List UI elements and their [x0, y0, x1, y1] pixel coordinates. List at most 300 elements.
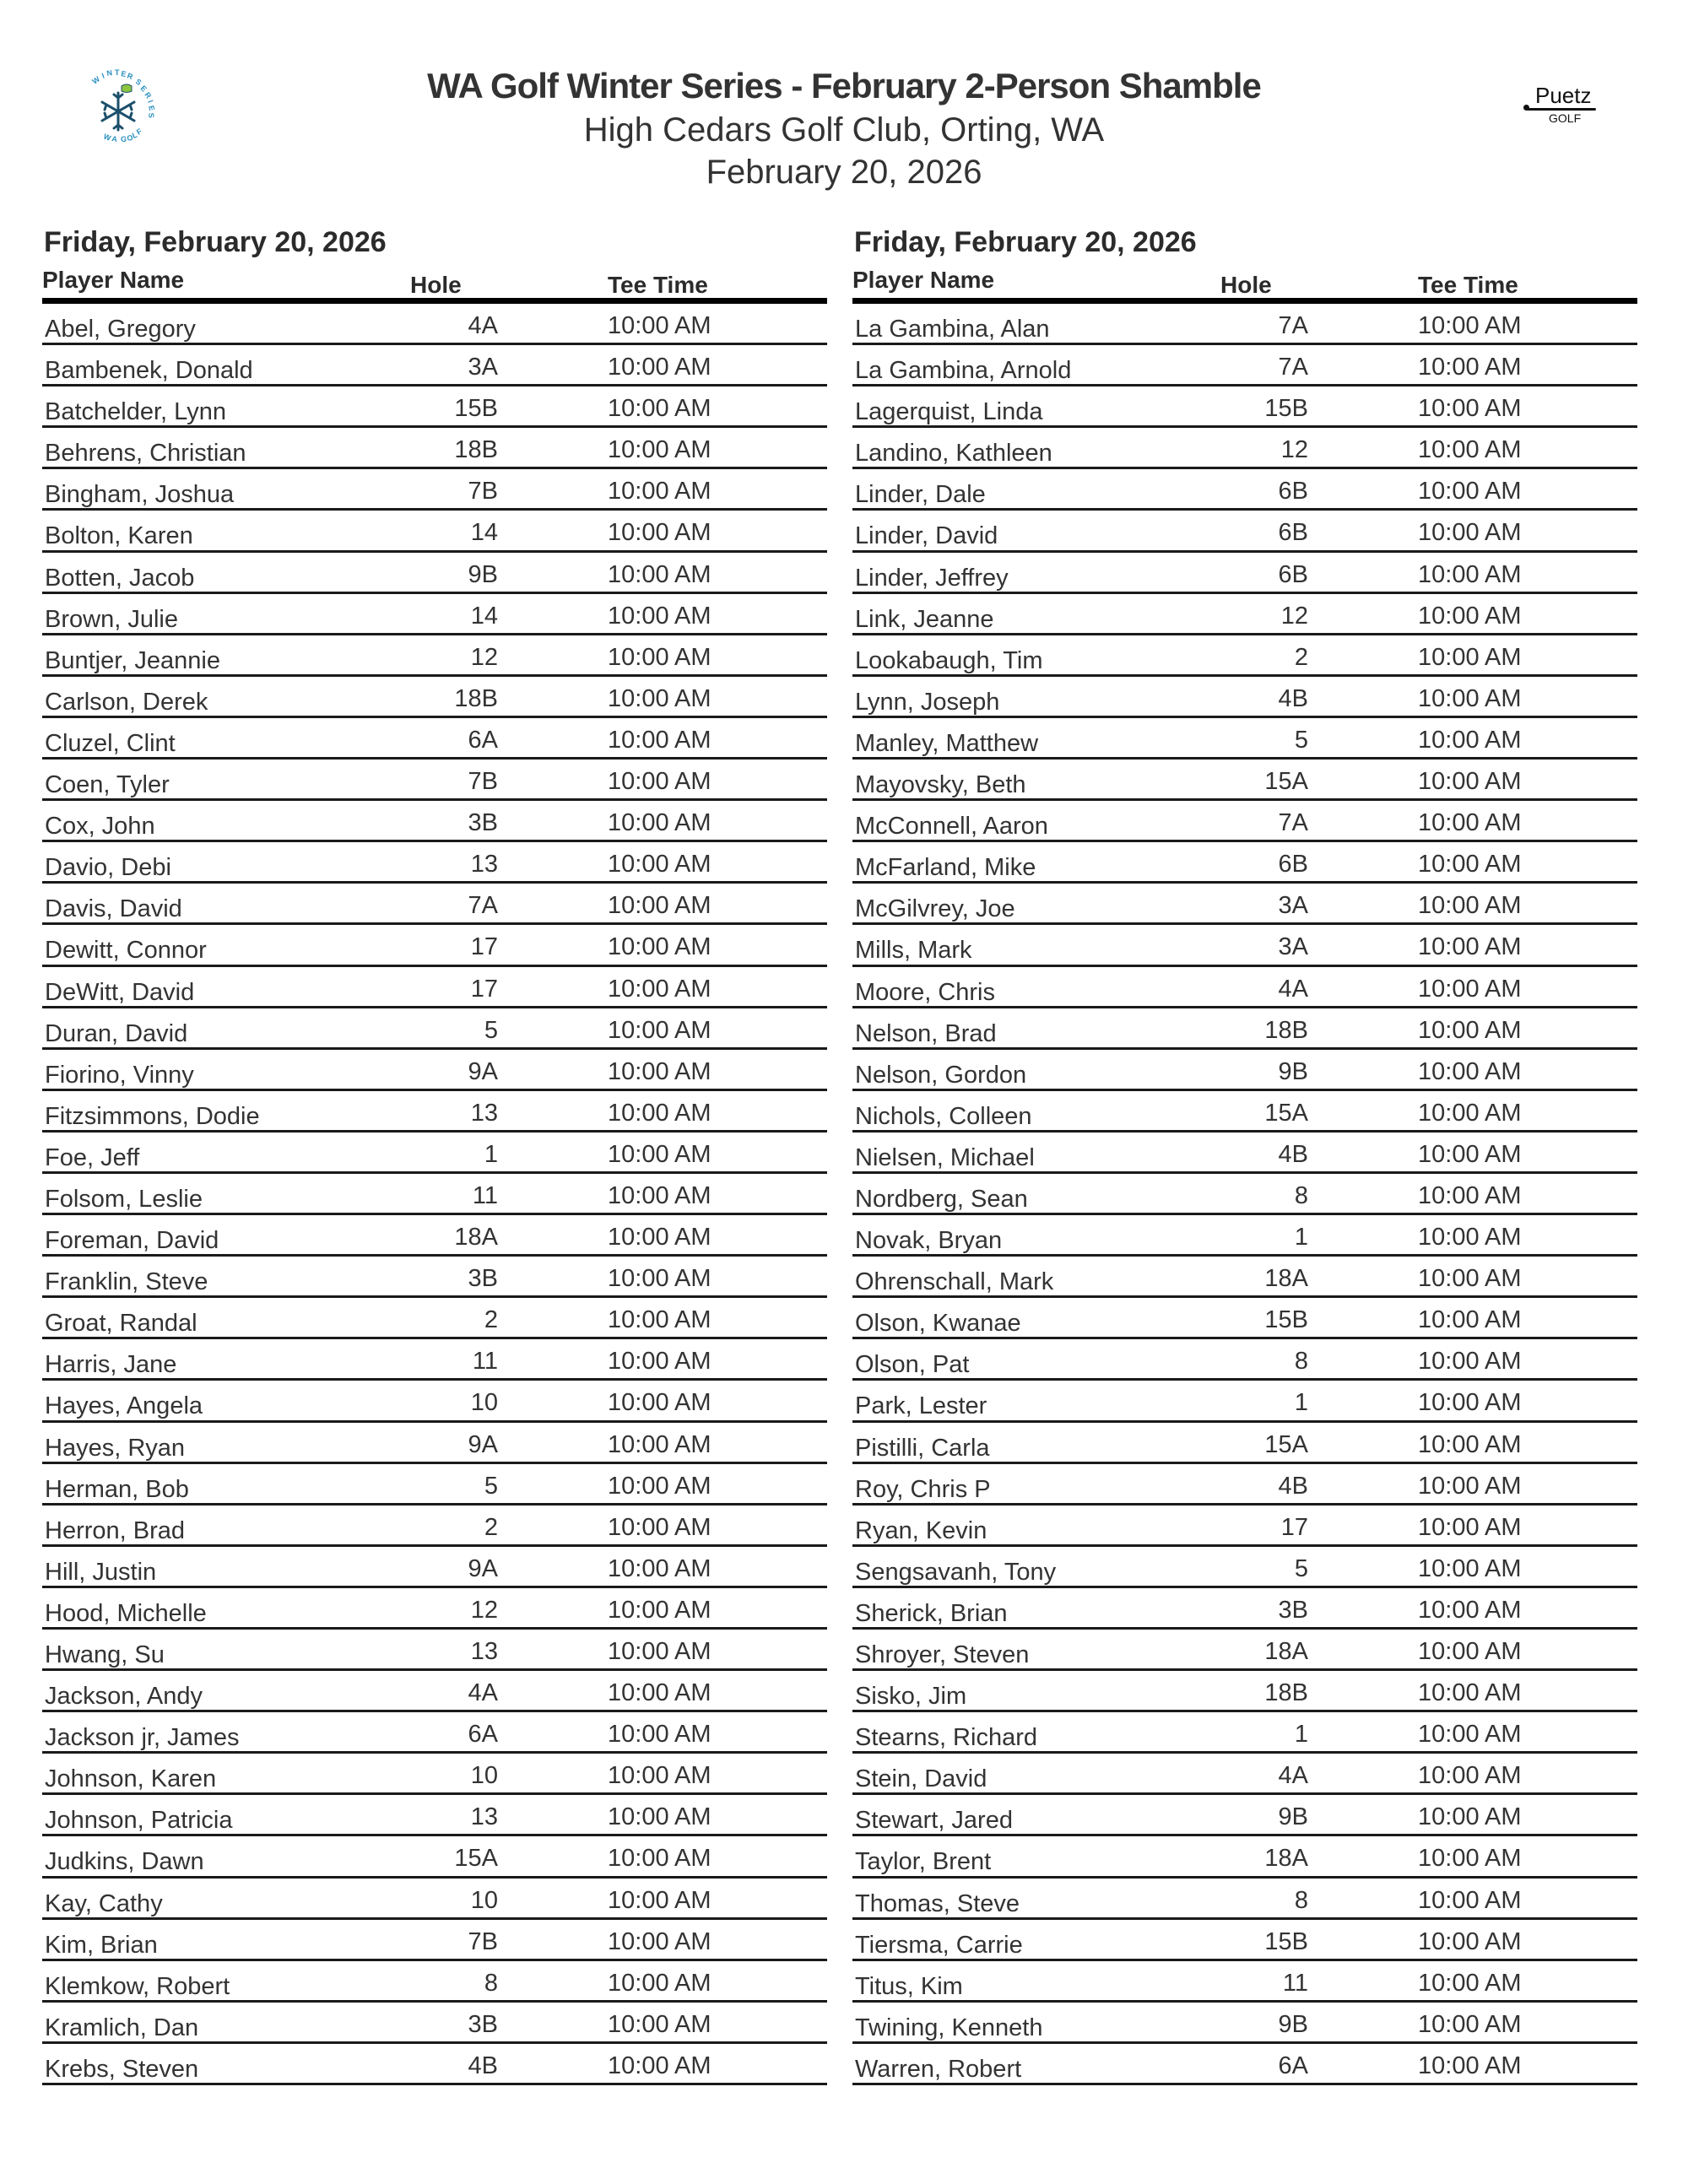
player-name: Mayovsky, Beth	[855, 771, 1026, 799]
hole-assignment: 7B	[468, 1927, 498, 1955]
day-header: Friday, February 20, 2026	[854, 226, 1197, 258]
hole-assignment: 4B	[1278, 1472, 1308, 1500]
player-name: Batchelder, Lynn	[45, 398, 226, 426]
hole-assignment: 9A	[468, 1057, 498, 1085]
header-divider	[852, 298, 1637, 304]
table-row	[852, 387, 1637, 428]
player-name: Linder, Jeffrey	[855, 564, 1009, 592]
hole-assignment: 10	[470, 1762, 498, 1790]
table-row	[852, 1215, 1637, 1257]
table-row	[42, 801, 827, 842]
tee-time: 10:00 AM	[608, 312, 711, 339]
hole-assignment: 3A	[1278, 892, 1308, 920]
table-row	[852, 760, 1637, 801]
tee-time: 10:00 AM	[608, 1927, 711, 1955]
player-name: Sisko, Jim	[855, 1683, 967, 1711]
hole-assignment: 12	[470, 1596, 498, 1624]
tee-time: 10:00 AM	[608, 1389, 711, 1417]
table-row	[42, 1920, 827, 1961]
table-row	[852, 1836, 1637, 1878]
player-name: Hood, Michelle	[45, 1599, 207, 1627]
player-name: Behrens, Christian	[45, 440, 246, 468]
page-title: WA Golf Winter Series - February 2-Person Shamble	[427, 66, 1261, 105]
tee-time: 10:00 AM	[1418, 726, 1522, 754]
table-row	[42, 1754, 827, 1795]
tee-time: 10:00 AM	[608, 1762, 711, 1790]
event-date: February 20, 2026	[706, 154, 982, 191]
tee-time: 10:00 AM	[1418, 975, 1522, 1003]
hole-assignment: 15B	[1264, 1306, 1308, 1334]
player-name: Johnson, Patricia	[45, 1807, 233, 1835]
table-row	[852, 1588, 1637, 1630]
player-name: Nichols, Colleen	[855, 1102, 1032, 1130]
player-name: Hayes, Ryan	[45, 1434, 186, 1462]
logo-underline	[1527, 108, 1596, 111]
tee-time: 10:00 AM	[608, 478, 711, 505]
player-name: Herman, Bob	[45, 1475, 189, 1503]
tee-time: 10:00 AM	[1418, 1099, 1522, 1127]
venue-subtitle: High Cedars Golf Club, Orting, WA	[583, 111, 1105, 149]
hole-assignment: 15B	[1264, 1927, 1308, 1955]
player-name: Kay, Cathy	[45, 1889, 163, 1917]
player-name: Shroyer, Steven	[855, 1641, 1030, 1668]
hole-assignment: 6B	[1278, 560, 1308, 588]
tee-time: 10:00 AM	[1418, 1969, 1522, 1997]
table-row	[852, 1257, 1637, 1298]
hole-assignment: 13	[470, 851, 498, 878]
tee-time: 10:00 AM	[608, 436, 711, 464]
tee-time: 10:00 AM	[1418, 1306, 1522, 1334]
tee-time: 10:00 AM	[608, 1803, 711, 1831]
table-row	[42, 594, 827, 635]
table-row	[42, 1423, 827, 1464]
hole-assignment: 4A	[1278, 1762, 1308, 1790]
player-name: McConnell, Aaron	[855, 813, 1048, 841]
table-row	[42, 1257, 827, 1298]
hole-assignment: 1	[1294, 1389, 1308, 1417]
hole-assignment: 10	[470, 1886, 498, 1914]
player-name: Tiersma, Carrie	[855, 1931, 1023, 1959]
tee-time: 10:00 AM	[1418, 478, 1522, 505]
tee-time: 10:00 AM	[1418, 436, 1522, 464]
player-name: Link, Jeanne	[855, 605, 994, 633]
player-name: Lynn, Joseph	[855, 688, 1000, 716]
tee-time: 10:00 AM	[608, 1679, 711, 1707]
column-headers	[42, 263, 827, 297]
tee-time: 10:00 AM	[608, 2052, 711, 2079]
hole-assignment: 18B	[454, 684, 498, 712]
hole-assignment: 7A	[1278, 312, 1308, 339]
tee-time: 10:00 AM	[1418, 1679, 1522, 1707]
tee-time: 10:00 AM	[1418, 354, 1522, 381]
hole-assignment: 6A	[468, 1721, 498, 1749]
player-name: Manley, Matthew	[855, 729, 1039, 757]
svg-text:A: A	[111, 134, 118, 144]
player-name: Moore, Chris	[855, 978, 995, 1006]
player-name: Brown, Julie	[45, 605, 178, 633]
hole-assignment: 14	[470, 519, 498, 547]
tee-time: 10:00 AM	[1418, 560, 1522, 588]
hole-assignment: 4A	[1278, 975, 1308, 1003]
player-name: Bolton, Karen	[45, 522, 193, 550]
hole-assignment: 10	[470, 1389, 498, 1417]
tee-time: 10:00 AM	[1418, 312, 1522, 339]
table-row	[852, 1298, 1637, 1339]
tee-time: 10:00 AM	[1418, 2052, 1522, 2079]
player-name: Franklin, Steve	[45, 1268, 208, 1296]
tee-time: 10:00 AM	[1418, 1140, 1522, 1168]
player-name: Titus, Kim	[855, 1972, 963, 2000]
table-row	[852, 1464, 1637, 1506]
tee-time: 10:00 AM	[1418, 1886, 1522, 1914]
tee-time: 10:00 AM	[1418, 1348, 1522, 1376]
tee-time: 10:00 AM	[608, 643, 711, 671]
table-row	[42, 842, 827, 884]
tee-time: 10:00 AM	[608, 1181, 711, 1209]
tee-time: 10:00 AM	[608, 1969, 711, 1997]
svg-text:R: R	[143, 90, 154, 100]
table-row	[42, 1464, 827, 1506]
player-name: Park, Lester	[855, 1392, 987, 1420]
hole-assignment: 6A	[468, 726, 498, 754]
player-name: Botten, Jacob	[45, 564, 195, 592]
player-name: Davio, Debi	[45, 854, 171, 882]
hole-assignment: 9A	[468, 1554, 498, 1582]
hole-assignment: 17	[470, 933, 498, 961]
table-row	[42, 1091, 827, 1133]
table-row	[42, 677, 827, 718]
hole-assignment: 15B	[1264, 395, 1308, 423]
table-row	[852, 553, 1637, 594]
table-row	[852, 1712, 1637, 1754]
player-name: Bingham, Joshua	[45, 481, 235, 509]
player-name: Twining, Kenneth	[855, 2014, 1043, 2041]
tee-time: 10:00 AM	[608, 768, 711, 796]
tee-time: 10:00 AM	[1418, 1554, 1522, 1582]
tee-time: 10:00 AM	[1418, 1265, 1522, 1293]
svg-text:S: S	[147, 112, 156, 119]
table-row	[42, 635, 827, 677]
hole-assignment: 9B	[1278, 2010, 1308, 2038]
table-row	[852, 1050, 1637, 1091]
hole-assignment: 15A	[1264, 768, 1308, 796]
tee-time: 10:00 AM	[608, 519, 711, 547]
player-name: Lagerquist, Linda	[855, 398, 1043, 426]
tee-time: 10:00 AM	[1418, 395, 1522, 423]
table-row	[42, 469, 827, 511]
player-name: Stewart, Jared	[855, 1807, 1013, 1835]
tee-time: 10:00 AM	[1418, 1803, 1522, 1831]
tee-time: 10:00 AM	[608, 1596, 711, 1624]
tee-time: 10:00 AM	[608, 975, 711, 1003]
hole-assignment: 4B	[1278, 684, 1308, 712]
player-name: Ohrenschall, Mark	[855, 1268, 1054, 1296]
hole-assignment: 1	[1294, 1721, 1308, 1749]
svg-text:E: E	[120, 69, 127, 79]
tee-time: 10:00 AM	[608, 395, 711, 423]
player-name: Groat, Randal	[45, 1310, 197, 1338]
tee-time: 10:00 AM	[608, 1845, 711, 1873]
table-row	[852, 801, 1637, 842]
tee-time: 10:00 AM	[1418, 1389, 1522, 1417]
hole-assignment: 12	[1280, 602, 1308, 630]
hole-assignment: 3B	[468, 809, 498, 837]
hole-assignment: 4B	[468, 2052, 498, 2079]
table-row	[852, 677, 1637, 718]
hole-assignment: 4B	[1278, 1140, 1308, 1168]
table-row	[852, 1381, 1637, 1422]
player-name: Hwang, Su	[45, 1641, 165, 1668]
tee-time: 10:00 AM	[1418, 1181, 1522, 1209]
table-row	[42, 1133, 827, 1174]
table-row	[42, 345, 827, 387]
player-name: Fitzsimmons, Dodie	[45, 1102, 260, 1130]
hole-assignment: 1	[1294, 1224, 1308, 1251]
hole-assignment: 3A	[468, 354, 498, 381]
tee-time: 10:00 AM	[608, 560, 711, 588]
table-row	[42, 1795, 827, 1836]
table-row	[852, 1547, 1637, 1588]
hole-assignment: 18A	[1264, 1845, 1308, 1873]
hole-assignment: 7B	[468, 768, 498, 796]
tee-time: 10:00 AM	[608, 1265, 711, 1293]
player-name: Cluzel, Clint	[45, 729, 176, 757]
tee-time: 10:00 AM	[1418, 768, 1522, 796]
hole-assignment: 18A	[1264, 1638, 1308, 1665]
table-row	[852, 1174, 1637, 1215]
hole-assignment: 2	[484, 1306, 498, 1334]
svg-text:L: L	[131, 130, 138, 140]
tee-time: 10:00 AM	[608, 1513, 711, 1541]
player-name: Buntjer, Jeannie	[45, 646, 220, 674]
table-row	[42, 2003, 827, 2044]
table-row	[42, 1050, 827, 1091]
player-name: McGilvrey, Joe	[855, 895, 1015, 923]
player-name: Folsom, Leslie	[45, 1185, 203, 1213]
tee-time: 10:00 AM	[1418, 809, 1522, 837]
hole-assignment: 9B	[1278, 1057, 1308, 1085]
table-row	[852, 345, 1637, 387]
table-row	[42, 884, 827, 925]
table-row	[852, 1795, 1637, 1836]
player-name: Sengsavanh, Tony	[855, 1558, 1057, 1586]
table-row	[42, 1547, 827, 1588]
player-name: Jackson, Andy	[45, 1683, 203, 1711]
tee-time: 10:00 AM	[608, 933, 711, 961]
table-row	[42, 1671, 827, 1712]
puetz-golf-logo	[1523, 83, 1608, 125]
hole-assignment: 3A	[1278, 933, 1308, 961]
table-row	[852, 842, 1637, 884]
tee-time: 10:00 AM	[608, 354, 711, 381]
column-header-player-name: Player Name	[852, 267, 995, 293]
page-header	[0, 0, 1688, 203]
tee-time: 10:00 AM	[1418, 933, 1522, 961]
player-name: Nielsen, Michael	[855, 1143, 1035, 1171]
tee-time: 10:00 AM	[608, 602, 711, 630]
player-name: McFarland, Mike	[855, 854, 1036, 882]
tee-time: 10:00 AM	[1418, 1513, 1522, 1541]
hole-assignment: 18B	[1264, 1679, 1308, 1707]
hole-assignment: 6A	[1278, 2052, 1308, 2079]
hole-assignment: 8	[1294, 1886, 1308, 1914]
svg-text:F: F	[135, 127, 143, 137]
tee-time: 10:00 AM	[608, 1057, 711, 1085]
table-row	[852, 511, 1637, 552]
table-row	[42, 967, 827, 1008]
hole-assignment: 18B	[454, 436, 498, 464]
hole-assignment: 18A	[454, 1224, 498, 1251]
hole-assignment: 6B	[1278, 519, 1308, 547]
svg-text:W: W	[90, 74, 102, 86]
table-row	[852, 1133, 1637, 1174]
hole-assignment: 7B	[468, 478, 498, 505]
player-name: Jackson jr, James	[45, 1724, 240, 1752]
tee-time: 10:00 AM	[608, 1472, 711, 1500]
player-name: Foe, Jeff	[45, 1143, 140, 1171]
player-name: Nelson, Gordon	[855, 1061, 1027, 1089]
player-name: Coen, Tyler	[45, 771, 170, 799]
tee-time: 10:00 AM	[1418, 1016, 1522, 1044]
player-name: La Gambina, Alan	[855, 316, 1050, 343]
tee-time: 10:00 AM	[608, 1140, 711, 1168]
hole-assignment: 18B	[1264, 1016, 1308, 1044]
table-row	[42, 925, 827, 966]
player-name: Abel, Gregory	[45, 316, 196, 343]
column-header-hole: Hole	[1220, 272, 1272, 298]
tee-time: 10:00 AM	[1418, 643, 1522, 671]
svg-text:S: S	[133, 77, 143, 88]
tee-time: 10:00 AM	[608, 1554, 711, 1582]
tee-time: 10:00 AM	[608, 1016, 711, 1044]
player-name: Hill, Justin	[45, 1558, 157, 1586]
tee-time: 10:00 AM	[1418, 1845, 1522, 1873]
table-row	[852, 469, 1637, 511]
column-headers	[852, 263, 1637, 297]
table-row	[42, 1506, 827, 1547]
hole-assignment: 9A	[468, 1430, 498, 1458]
tee-sheet-table-right	[852, 221, 1637, 2085]
hole-assignment: 17	[470, 975, 498, 1003]
svg-text:E: E	[138, 84, 149, 94]
player-name: Foreman, David	[45, 1227, 219, 1255]
column-header-hole: Hole	[410, 272, 462, 298]
tee-time: 10:00 AM	[608, 1224, 711, 1251]
player-name: Krebs, Steven	[45, 2055, 199, 2083]
hole-assignment: 8	[1294, 1181, 1308, 1209]
tee-time: 10:00 AM	[1418, 1430, 1522, 1458]
tee-time: 10:00 AM	[1418, 1596, 1522, 1624]
svg-text:E: E	[147, 104, 157, 112]
tee-time: 10:00 AM	[608, 1306, 711, 1334]
tee-time: 10:00 AM	[1418, 1057, 1522, 1085]
tee-time: 10:00 AM	[1418, 1472, 1522, 1500]
table-row	[42, 1836, 827, 1878]
hole-assignment: 2	[484, 1513, 498, 1541]
player-name: Bambenek, Donald	[45, 357, 253, 385]
tee-time: 10:00 AM	[608, 809, 711, 837]
hole-assignment: 11	[1282, 1969, 1308, 1997]
table-row	[852, 1671, 1637, 1712]
table-row	[852, 1754, 1637, 1795]
tee-time: 10:00 AM	[608, 1430, 711, 1458]
hole-assignment: 12	[470, 643, 498, 671]
tee-time: 10:00 AM	[608, 1638, 711, 1665]
player-name: DeWitt, David	[45, 978, 195, 1006]
table-row	[852, 428, 1637, 469]
table-row	[852, 1879, 1637, 1920]
player-name: Cox, John	[45, 813, 155, 841]
hole-assignment: 14	[470, 602, 498, 630]
table-body	[852, 304, 1637, 2085]
table-row	[852, 1920, 1637, 1961]
table-row	[42, 1298, 827, 1339]
table-row	[852, 594, 1637, 635]
player-name: Hayes, Angela	[45, 1392, 203, 1420]
tee-time: 10:00 AM	[608, 892, 711, 920]
tee-time: 10:00 AM	[1418, 519, 1522, 547]
table-row	[852, 1339, 1637, 1381]
tee-sheet-table-left	[42, 221, 827, 2085]
hole-assignment: 7A	[1278, 354, 1308, 381]
hole-assignment: 15A	[1264, 1430, 1308, 1458]
hole-assignment: 12	[1280, 436, 1308, 464]
tee-time: 10:00 AM	[1418, 851, 1522, 878]
hole-assignment: 7A	[468, 892, 498, 920]
tee-time: 10:00 AM	[608, 726, 711, 754]
svg-text:G: G	[121, 135, 127, 143]
player-name: Dewitt, Connor	[45, 937, 207, 965]
puetz-logo-sub: GOLF	[1549, 111, 1582, 125]
table-row	[852, 1961, 1637, 2003]
player-name: Warren, Robert	[855, 2055, 1022, 2083]
hole-assignment: 13	[470, 1099, 498, 1127]
svg-text:N: N	[106, 68, 113, 78]
table-row	[42, 1381, 827, 1422]
player-name: Novak, Bryan	[855, 1227, 1003, 1255]
player-name: Thomas, Steve	[855, 1889, 1020, 1917]
hole-assignment: 3B	[468, 2010, 498, 2038]
player-name: Nordberg, Sean	[855, 1185, 1028, 1213]
player-name: Carlson, Derek	[45, 688, 208, 716]
column-header-tee-time: Tee Time	[1418, 272, 1518, 298]
table-row	[852, 718, 1637, 760]
table-row	[42, 1339, 827, 1381]
hole-assignment: 5	[484, 1472, 498, 1500]
puetz-logo-word: Puetz	[1535, 83, 1592, 108]
table-row	[852, 304, 1637, 345]
hole-assignment: 15A	[454, 1845, 498, 1873]
hole-assignment: 11	[472, 1348, 498, 1376]
svg-text:R: R	[126, 71, 134, 82]
player-name: Lookabaugh, Tim	[855, 646, 1043, 674]
tee-time: 10:00 AM	[1418, 1762, 1522, 1790]
column-header-player-name: Player Name	[42, 267, 185, 293]
player-name: Pistilli, Carla	[855, 1434, 990, 1462]
hole-assignment: 8	[484, 1969, 498, 1997]
hole-assignment: 13	[470, 1638, 498, 1665]
hole-assignment: 17	[1280, 1513, 1308, 1541]
tee-time: 10:00 AM	[1418, 2010, 1522, 2038]
hole-assignment: 15A	[1264, 1099, 1308, 1127]
hole-assignment: 4A	[468, 312, 498, 339]
svg-text:I: I	[100, 71, 106, 80]
player-name: Kim, Brian	[45, 1931, 158, 1959]
player-name: Herron, Brad	[45, 1516, 186, 1544]
svg-text:T: T	[115, 68, 120, 77]
hole-assignment: 2	[1294, 643, 1308, 671]
table-row	[42, 387, 827, 428]
